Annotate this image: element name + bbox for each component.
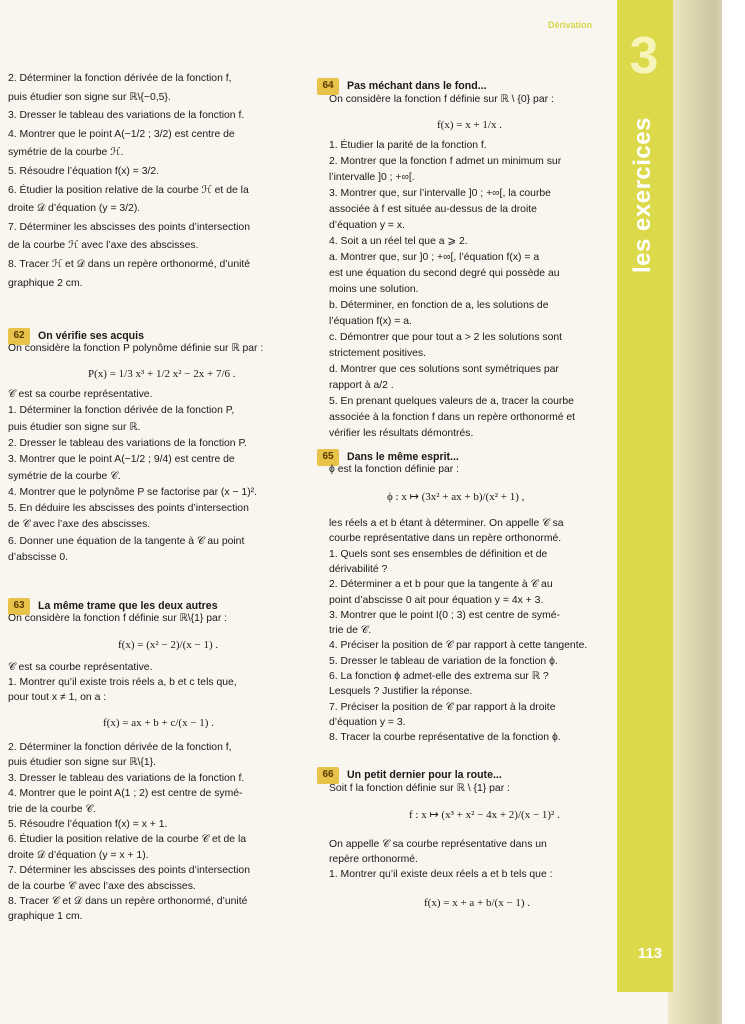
text-line: droite 𝒟 d’équation (y = x + 1). — [8, 849, 149, 861]
text-line: 3. Montrer que, sur l’intervalle ]0 ; +∞[, la courbe — [329, 188, 551, 199]
text-line: repère orthonormé. — [329, 854, 418, 865]
text-line: 1. Montrer qu’il existe trois réels a, b et c tels que, — [8, 677, 237, 689]
exercise-number-badge: 66 — [317, 767, 339, 784]
function-formula: f(x) = x + 1/x . — [437, 119, 502, 131]
polynomial-formula: P(x) = 1/3 x³ + 1/2 x² − 2x + 7/6 . — [88, 368, 236, 380]
text-line: 4. Préciser la position de 𝒞 par rapport à cette tangente. — [329, 640, 588, 652]
exercise-number-badge: 63 — [8, 598, 30, 615]
exercise-title: Pas méchant dans le fond... — [347, 80, 487, 92]
text-line: 2. Dresser le tableau des variations de la fonction P. — [8, 437, 247, 449]
exercise-title: Un petit dernier pour la route... — [347, 769, 502, 781]
text-line: 7. Préciser la position de 𝒞 par rapport à la droite — [329, 701, 556, 713]
text-line: 1. Quels sont ses ensembles de définition et de — [329, 548, 548, 560]
text-line: 7. Déterminer les abscisses des points d’intersection — [8, 221, 250, 233]
exercise-intro: On considère la fonction P polynôme définie sur ℝ par : — [8, 343, 264, 354]
text-line: pour tout x ≠ 1, on a : — [8, 692, 107, 704]
exercise-number-badge: 65 — [317, 449, 339, 466]
text-line: l’équation f(x) = a. — [329, 316, 412, 327]
text-line: trie de la courbe 𝒞. — [8, 803, 96, 815]
text-line: strictement positives. — [329, 348, 427, 359]
text-line: b. Déterminer, en fonction de a, les solutions de — [329, 300, 549, 311]
text-line: 4. Montrer que le point A(1 ; 2) est centre de symé- — [8, 788, 243, 800]
chapter-number: 3 — [629, 27, 659, 85]
section-label: les exercices — [629, 117, 656, 273]
text-line: les réels a et b étant à déterminer. On appelle 𝒞 sa — [329, 518, 564, 529]
text-line: graphique 1 cm. — [8, 911, 83, 923]
text-line: de la courbe 𝒞 avec l’axe des abscisses. — [8, 880, 196, 892]
exercise-number-badge: 62 — [8, 328, 30, 345]
text-line: moins une solution. — [329, 284, 419, 295]
text-line: 8. Tracer ℋ et 𝒟 dans un repère orthonormé, d’unité — [8, 259, 251, 270]
text-line: 8. Tracer la courbe représentative de la fonction ϕ. — [329, 732, 561, 744]
function-formula: f(x) = (x² − 2)/(x − 1) . — [118, 639, 219, 651]
text-line: de 𝒞 avec l’axe des abscisses. — [8, 519, 151, 531]
text-line: droite 𝒟 d’équation (y = 3/2). — [8, 203, 141, 215]
text-line: 5. Résoudre l’équation f(x) = x + 1. — [8, 819, 168, 830]
text-line: 2. Montrer que la fonction f admet un minimum sur — [329, 156, 562, 167]
exercise-title: La même trame que les deux autres — [38, 600, 218, 612]
text-line: c. Démontrer que pour tout a > 2 les solutions sont — [329, 332, 563, 343]
exercise-intro: ϕ est la fonction définie par : — [329, 464, 460, 475]
text-line: 2. Déterminer la fonction dérivée de la fonction f, — [8, 742, 232, 753]
exercise-intro: On considère la fonction f définie sur ℝ\{1} par : — [8, 613, 228, 624]
text-line: de la courbe ℋ avec l’axe des abscisses. — [8, 240, 199, 252]
text-line: 5. Résoudre l’équation f(x) = 3/2. — [8, 166, 160, 177]
text-line: 4. Soit a un réel tel que a ⩾ 2. — [329, 236, 468, 247]
text-line: 4. Montrer que le point A(−1/2 ; 3/2) est centre de — [8, 128, 235, 140]
text-line: symétrie de la courbe 𝒞. — [8, 470, 121, 482]
text-line: 5. Dresser le tableau de variation de la fonction ϕ. — [329, 655, 558, 667]
text-line: a. Montrer que, sur ]0 ; +∞[, l’équation f(x) = a — [329, 252, 540, 263]
page-number: 113 — [637, 945, 663, 962]
text-line: puis étudier son signe sur ℝ. — [8, 421, 141, 433]
text-line: rapport à a/2 . — [329, 380, 394, 391]
text-line: 3. Dresser le tableau des variations de la fonction f. — [8, 110, 245, 122]
text-line: On appelle 𝒞 sa courbe représentative dans un — [329, 839, 547, 850]
text-line: 3. Montrer que le point A(−1/2 ; 9/4) est centre de — [8, 454, 235, 466]
decomposition-formula: f(x) = ax + b + c/(x − 1) . — [103, 717, 214, 729]
text-line: 6. La fonction ϕ admet-elle des extrema sur ℝ ? — [329, 671, 549, 682]
text-line: 8. Tracer 𝒞 et 𝒟 dans un repère orthonormé, d’unité — [8, 896, 248, 907]
text-line: l’intervalle ]0 ; +∞[. — [329, 172, 415, 183]
text-line: 1. Étudier la parité de la fonction f. — [329, 140, 487, 151]
text-line: 3. Montrer que le point I(0 ; 3) est centre de symé- — [329, 609, 561, 621]
text-line: symétrie de la courbe ℋ. — [8, 147, 124, 159]
text-line: trie de 𝒞. — [329, 625, 372, 637]
text-line: 6. Donner une équation de la tangente à 𝒞 au point — [8, 535, 245, 547]
text-line: 7. Déterminer les abscisses des points d’intersection — [8, 865, 250, 877]
text-line: associée à f est située au-dessus de la droite — [329, 204, 537, 215]
text-line: dérivabilité ? — [329, 563, 388, 575]
text-line: vérifier les résultats démontrés. — [329, 428, 474, 439]
function-formula: f : x ↦ (x³ + x² − 4x + 2)/(x − 1)² . — [409, 809, 560, 821]
text-line: 6. Étudier la position relative de la courbe 𝒞 et de la — [8, 834, 247, 846]
decomposition-formula: f(x) = x + a + b/(x − 1) . — [424, 897, 531, 909]
text-line: 2. Déterminer la fonction dérivée de la fonction f, — [8, 73, 232, 84]
text-line: d’équation y = 3. — [329, 716, 406, 728]
text-line: graphique 2 cm. — [8, 277, 83, 289]
exercise-intro: On considère la fonction f définie sur ℝ \ {0} par : — [329, 94, 554, 105]
text-line: 3. Dresser le tableau des variations de la fonction f. — [8, 772, 245, 784]
text-line: point d’abscisse 0 ait pour équation y = 4x + 3. — [329, 594, 544, 606]
text-line: 1. Montrer qu’il existe deux réels a et b tels que : — [329, 869, 553, 880]
text-line: d. Montrer que ces solutions sont symétriques par — [329, 364, 559, 375]
text-line: puis étudier son signe sur ℝ\{−0,5}. — [8, 91, 171, 103]
text-line: d’abscisse 0. — [8, 552, 69, 563]
text-line: 2. Déterminer a et b pour que la tangente à 𝒞 au — [329, 579, 553, 591]
exercise-title: Dans le même esprit... — [347, 451, 459, 463]
text-line: est une équation du second degré qui possède au — [329, 268, 560, 279]
text-line: 5. En déduire les abscisses des points d’intersection — [8, 503, 249, 515]
text-line: 1. Déterminer la fonction dérivée de la fonction P, — [8, 405, 235, 417]
text-line: associée à la fonction f dans un repère orthonormé et — [329, 412, 576, 423]
function-formula: ϕ : x ↦ (3x² + ax + b)/(x² + 1) , — [387, 491, 525, 503]
text-line: puis étudier son signe sur ℝ\{1}. — [8, 757, 157, 769]
text-line: courbe représentative dans un repère orthonormé. — [329, 533, 562, 545]
text-line: 5. En prenant quelques valeurs de a, tracer la courbe — [329, 396, 574, 407]
text-line: 𝒞 est sa courbe représentative. — [8, 662, 153, 673]
text-line: 4. Montrer que le polynôme P se factorise par (x − 1)². — [8, 486, 258, 498]
exercise-number-badge: 64 — [317, 78, 339, 95]
exercise-title: On vérifie ses acquis — [38, 330, 144, 342]
running-header: Dérivation — [548, 20, 593, 30]
exercise-intro: Soit f la fonction définie sur ℝ \ {1} par : — [329, 783, 510, 794]
text-line: 𝒞 est sa courbe représentative. — [8, 389, 153, 400]
text-line: Lesquels ? Justifier la réponse. — [329, 686, 473, 698]
page-edge — [722, 0, 745, 1024]
text-line: 6. Étudier la position relative de la courbe ℋ et de la — [8, 184, 249, 196]
text-line: d’équation y = x. — [329, 220, 405, 231]
